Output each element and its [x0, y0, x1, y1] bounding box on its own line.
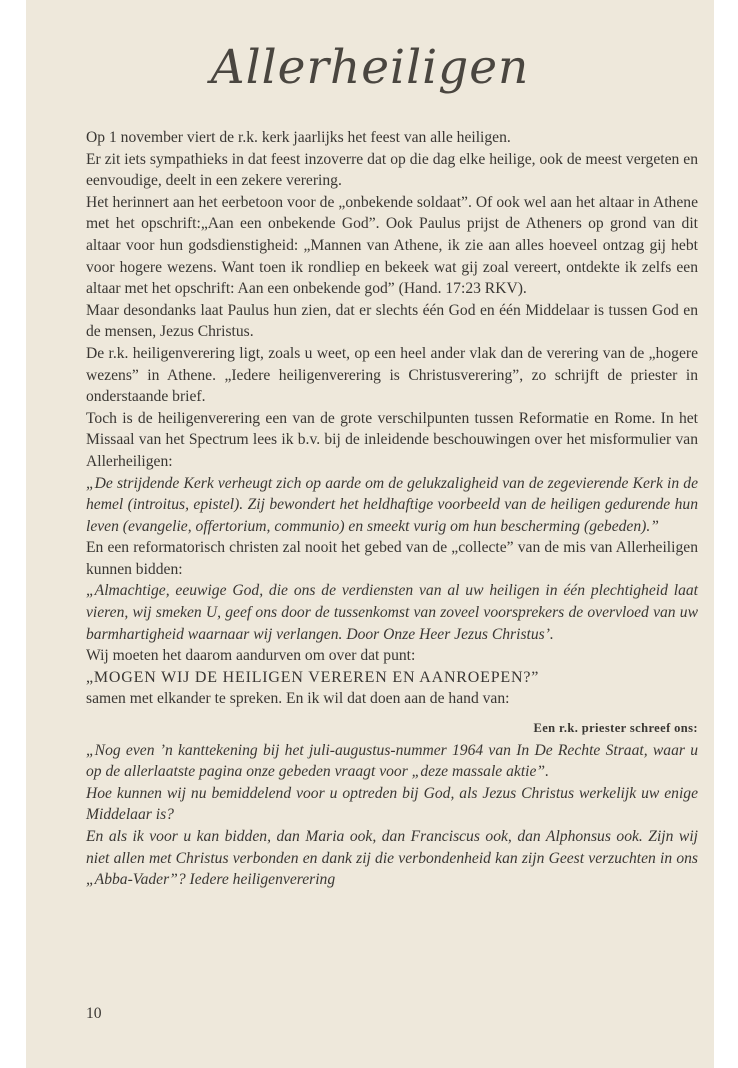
page-title: Allerheiligen — [210, 40, 530, 95]
paragraph: En een reformatorisch christen zal nooit het gebed van de „collecte” van de mis van Allerheiligen kunnen bidden: — [86, 539, 698, 578]
paragraph: Er zit iets sympathieks in dat feest inzoverre dat op die dag elke heilige, ook de meest vergeten en eenvoudige, deelt in een zekere verering. — [86, 150, 698, 190]
paragraph: Wij moeten het daarom aandurven om over dat punt: — [86, 647, 416, 665]
paragraph: Op 1 november viert de r.k. kerk jaarlijks het feest van alle heiligen. — [86, 129, 511, 146]
letter-heading: Een r.k. priester schreef ons: — [533, 721, 698, 736]
question-heading: „MOGEN WIJ DE HEILIGEN VEREREN EN AANROEPEN?” — [86, 668, 540, 686]
book-page — [26, 0, 714, 1068]
paragraph: Toch is de heiligenverering een van de grote verschilpunten tussen Reformatie en Rome. In het Missaal van het Spectrum lees ik b.v. bij de inleidende beschouwingen over het misformulier van Allerheiligen: — [86, 409, 698, 470]
collect-prayer-quote: „Almachtige, eeuwige God, die ons de verdiensten van al uw heiligen in één plechtigheid laat vieren, wij smeken U, geef ons door de tussenkomst van zoveel voorsprekers de overvloed van uw barmhartigheid waarnaar wij verlangen. Door Onze Heer Jezus Christus’. — [86, 582, 698, 643]
letter-paragraph: Hoe kunnen wij nu bemiddelend voor u optreden bij God, als Jezus Christus werkelijk uw enige Middelaar is? — [86, 784, 698, 824]
paragraph: Maar desondanks laat Paulus hun zien, dat er slechts één God en één Middelaar is tussen God en de mensen, Jezus Christus. — [86, 301, 698, 341]
letter-paragraph: En als ik voor u kan bidden, dan Maria ook, dan Franciscus ook, dan Alphonsus ook. Zijn wij niet allen met Christus verbonden en dank zij die verbondenheid kan zijn Geest verzuchten in ons „Abba-Vader”? Iedere heiligenverering — [86, 828, 698, 889]
article-body — [86, 127, 698, 891]
paragraph: samen met elkander te spreken. En ik wil dat doen aan de hand van: — [86, 690, 510, 708]
letter-paragraph: „Nog even ’n kanttekening bij het juli-augustus-nummer 1964 van In De Rechte Straat, waar u op de allerlaatste pagina onze gebeden vraagt voor „deze massale aktie”. — [86, 741, 698, 781]
page-number: 10 — [86, 1005, 102, 1022]
missal-quote: „De strijdende Kerk verheugt zich op aarde om de gelukzaligheid van de zegevierende Kerk in de hemel (introitus, epistel). Zij bewondert het heldhaftige voorbeeld van de heiligen gedurende hun leven (evangelie, offertorium, communio) en smeekt vurig om hun bescherming (gebeden).” — [86, 474, 698, 535]
paragraph: Het herinnert aan het eerbetoon voor de „onbekende soldaat”. Of ook wel aan het altaar in Athene met het opschrift:„Aan een onbekende God”. Ook Paulus prijst de Atheners op grond van dit altaar voor hun godsdienstigheid: „Mannen van Athene, ik zie aan alles hoeveel ontzag gij hebt voor hogere wezens. Want toen ik rondliep en bekeek wat gij zoal vereert, ontdekte ik zelfs een altaar met het opschrift: Aan een onbekende god” (Hand. 17:23 RKV). — [86, 193, 698, 298]
paragraph: De r.k. heiligenverering ligt, zoals u weet, op een heel ander vlak dan de verering van de „hogere wezens” in Athene. „Iedere heiligenverering is Christusverering”, zo schrijft de priester in onderstaande brief. — [86, 344, 698, 406]
